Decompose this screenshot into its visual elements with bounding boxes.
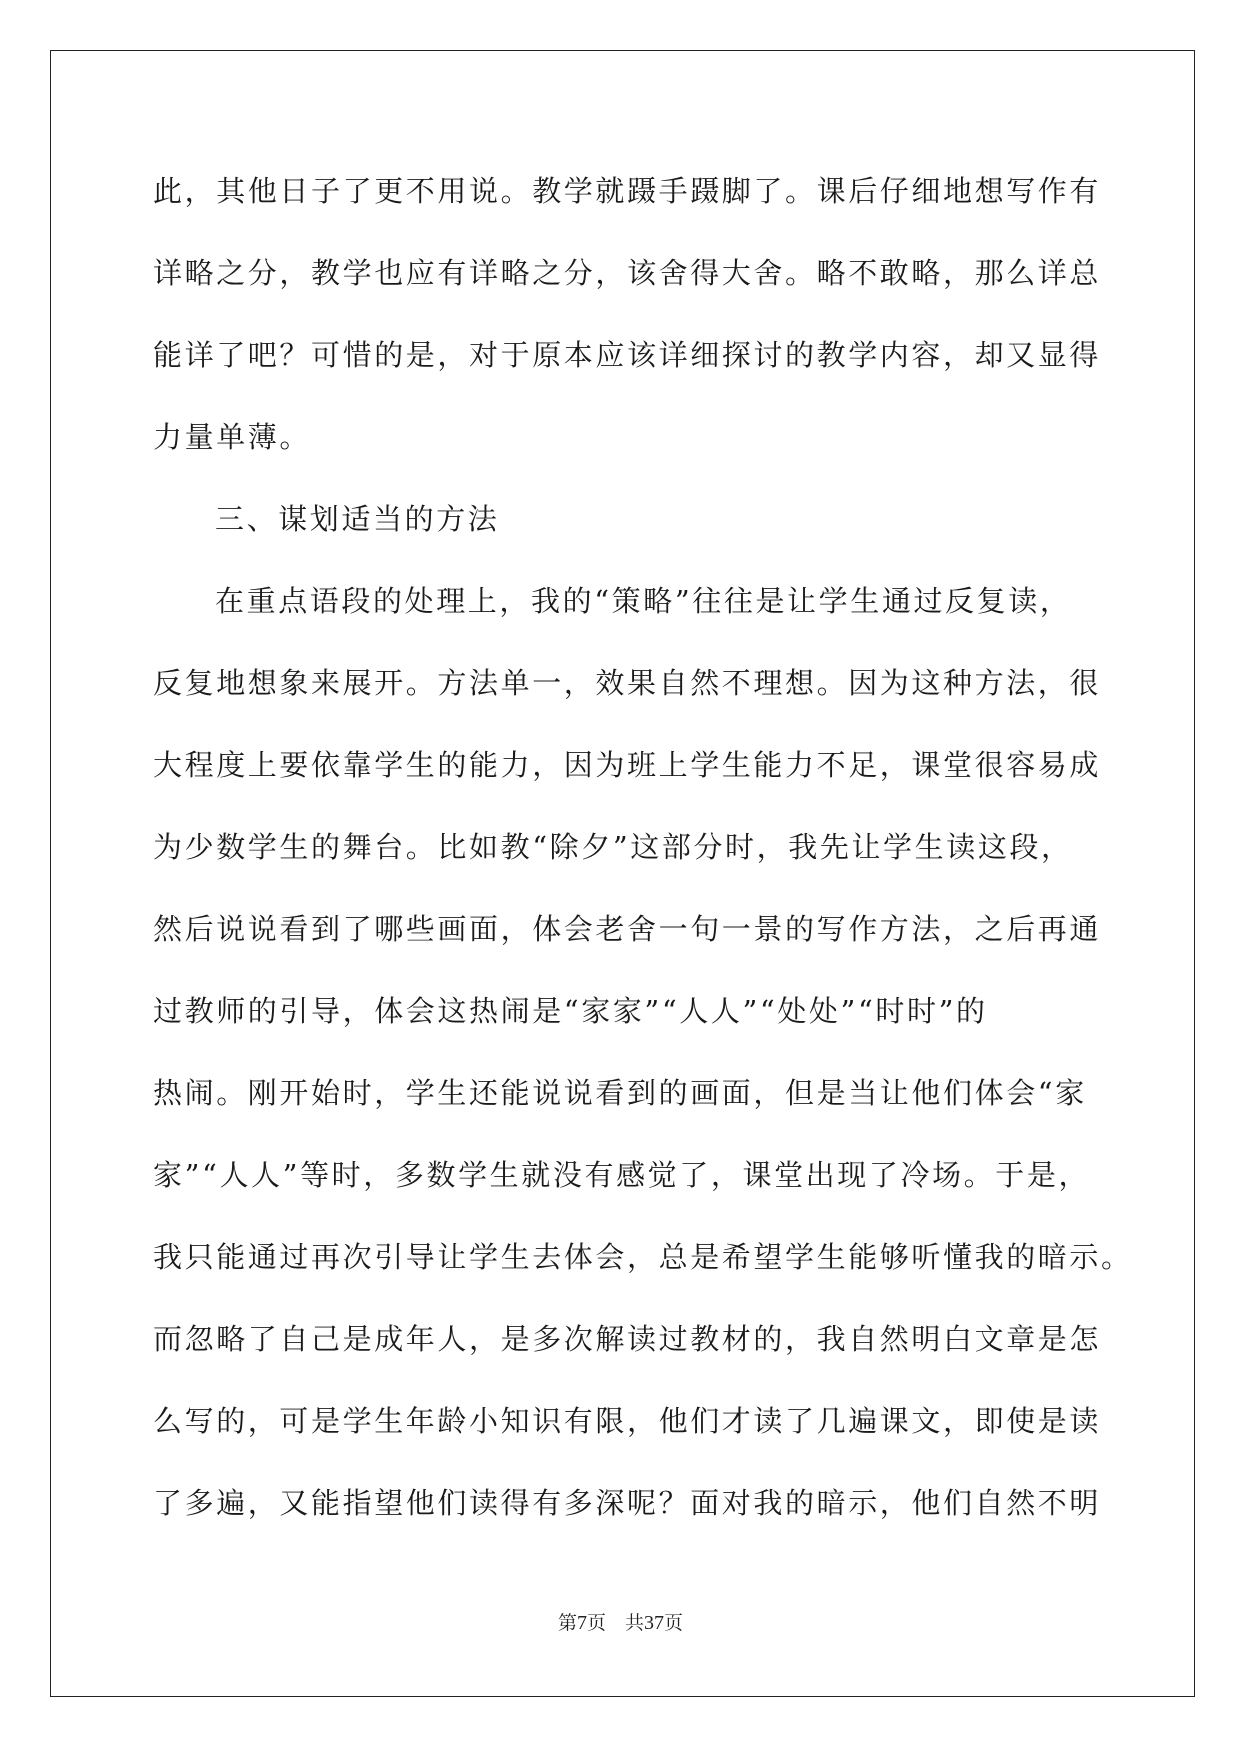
text-line: 力量单薄。	[153, 420, 312, 454]
document-body	[153, 160, 1133, 1554]
text-line: 了多遍，又能指望他们读得有多深呢？面对我的暗示，他们自然不明	[153, 1486, 1102, 1520]
text-line: 为少数学生的舞台。比如教“除夕”这部分时，我先让学生读这段，	[153, 830, 1073, 864]
page-footer	[0, 1608, 1241, 1635]
text-line: 过教师的引导，体会这热闹是“家家”“人人”“处处”“时时”的	[153, 994, 988, 1028]
footer-suffix: 页	[664, 1612, 684, 1634]
text-line: 家”“人人”等时，多数学生就没有感觉了，课堂出现了冷场。于是，	[153, 1158, 1091, 1192]
text-line: 能详了吧？可惜的是，对于原本应该详细探讨的教学内容，却又显得	[153, 338, 1102, 372]
text-line: 而忽略了自己是成年人，是多次解读过教材的，我自然明白文章是怎	[153, 1322, 1102, 1356]
text-line: 么写的，可是学生年龄小知识有限，他们才读了几遍课文，即使是读	[153, 1404, 1102, 1438]
text-line: 在重点语段的处理上，我的“策略”往往是让学生通过反复读，	[215, 584, 1072, 618]
text-line: 此，其他日子了更不用说。教学就蹑手蹑脚了。课后仔细地想写作有	[153, 174, 1102, 208]
text-line: 热闹。刚开始时，学生还能说说看到的画面，但是当让他们体会“家	[153, 1076, 1087, 1110]
footer-mid: 页 共	[586, 1612, 644, 1634]
text-line: 反复地想象来展开。方法单一，效果自然不理想。因为这种方法，很	[153, 666, 1102, 700]
total-pages: 37	[644, 1612, 664, 1634]
text-line: 然后说说看到了哪些画面，体会老舍一句一景的写作方法，之后再通	[153, 912, 1102, 946]
section-heading: 三、谋划适当的方法	[215, 502, 500, 536]
text-line: 大程度上要依靠学生的能力，因为班上学生能力不足，课堂很容易成	[153, 748, 1102, 782]
text-line: 详略之分，教学也应有详略之分，该舍得大舍。略不敢略，那么详总	[153, 256, 1102, 290]
footer-prefix: 第	[557, 1612, 577, 1634]
text-line: 我只能通过再次引导让学生去体会，总是希望学生能够听懂我的暗示。	[153, 1240, 1133, 1274]
page-number: 7	[576, 1612, 587, 1634]
